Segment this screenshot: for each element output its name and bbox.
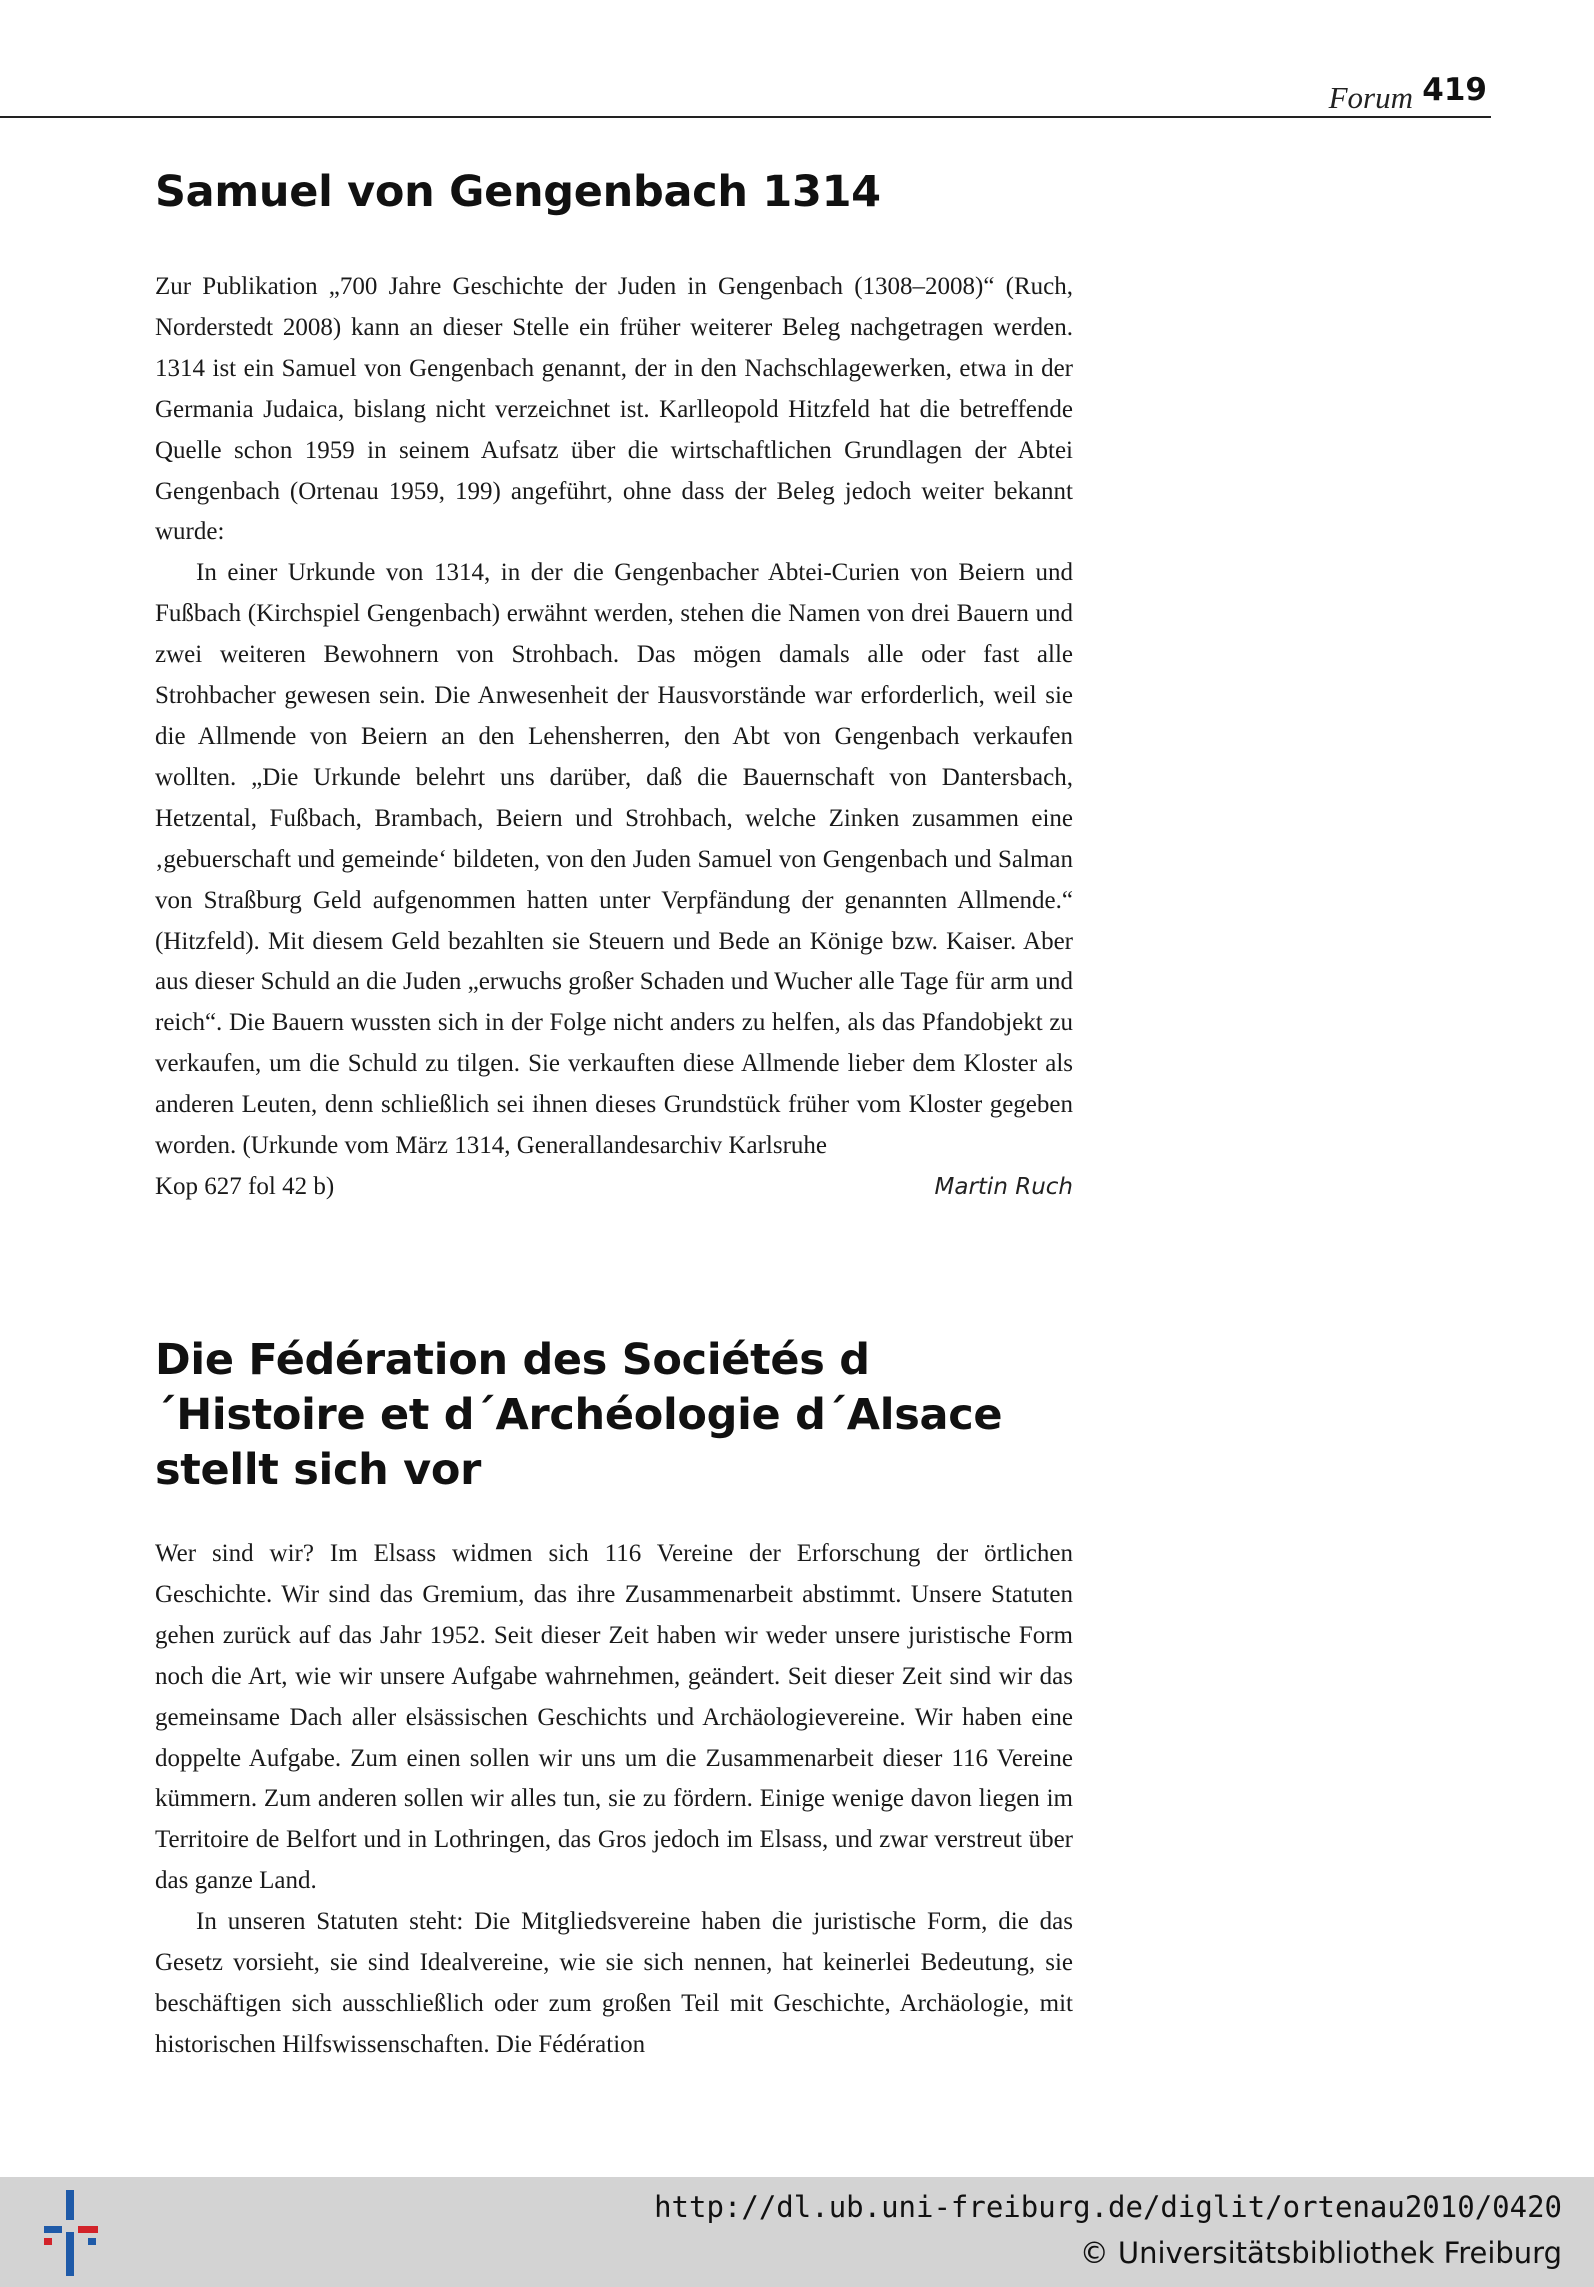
running-header — [0, 70, 1491, 118]
article-samuel-von-gengenbach — [155, 165, 1073, 1208]
header-section-title: Forum — [1328, 80, 1413, 115]
article-paragraph: Zur Publikation „700 Jahre Geschichte der Juden in Gengenbach (1308–2008)“ (Ruch, Norderstedt 2008) kann an dieser Stelle ein früher weiterer Beleg nachgetragen werden. 1314 ist ein Samuel von Gengenbach genannt, der in den Nachschlagewerken, etwa in der Germania Judaica, bislang nicht verzeichnet ist. Karlleopold Hitzfeld hat die betreffende Quelle schon 1959 in seinem Aufsatz über die wirtschaftlichen Grundlagen der Abtei Gengenbach (Ortenau 1959, 199) angeführt, ohne dass der Beleg jedoch weiter bekannt wurde: — [155, 273, 1073, 546]
copyright-notice: © Universitätsbibliothek Freiburg — [1079, 2236, 1562, 2270]
source-reference: Kop 627 fol 42 b) — [155, 1172, 335, 1200]
page-number: 419 — [1422, 72, 1487, 108]
article-paragraph: In unseren Statuten steht: Die Mitgliedsvereine haben die juristische Form, die das Gesetz vorsieht, sie sind Idealvereine, wie sie sich nennen, hat keinerlei Bedeutung, sie beschäftigen sich ausschließlich oder zum großen Teil mit Geschichte, Archäologie, mit historischen Hilfswissenschaften. Die Fédération — [155, 1908, 1073, 2058]
article-closing-line — [155, 1167, 1073, 1208]
university-library-logo-icon — [40, 2186, 100, 2280]
article-title: Die Fédération des Sociétés d´Histoire et d´Archéologie d´Alsace stellt sich vor — [155, 1335, 1003, 1495]
author-signature: Martin Ruch — [934, 1173, 1073, 1200]
article-title: Samuel von Gengenbach 1314 — [155, 167, 881, 217]
article-federation — [155, 1333, 1073, 2066]
permalink-url[interactable]: http://dl.ub.uni-freiburg.de/diglit/ortenau2010/0420 — [654, 2190, 1562, 2224]
article-paragraph: In einer Urkunde von 1314, in der die Gengenbacher Abtei-Curien von Beiern und Fußbach (Kirchspiel Gengenbach) erwähnt werden, stehen die Namen von drei Bauern und zwei weiteren Bewohnern von Strohbach. Das mögen damals alle oder fast alle Strohbacher gewesen sein. Die Anwesenheit der Hausvorstände war erforderlich, weil sie die Allmende von Beiern an den Lehensherren, den Abt von Gengenbach verkaufen wollten. „Die Urkunde belehrt uns darüber, daß die Bauernschaft von Dantersbach, Hetzental, Fußbach, Brambach, Beiern und Strohbach, welche Zinken zusammen eine ‚gebuerschaft und gemeinde‘ bildeten, von den Juden Samuel von Gengenbach und Salman von Straßburg Geld aufgenommen hatten unter Verpfändung der genannten Allmende.“ (Hitzfeld). Mit diesem Geld bezahlten sie Steuern und Bede an Könige bzw. Kaiser. Aber aus dieser Schuld an die Juden „erwuchs großer Schaden und Wucher alle Tage für arm und reich“. Die Bauern wussten sich in der Folge nicht anders zu helfen, als das Pfandobjekt zu verkaufen, um die Schuld zu tilgen. Sie verkauften diese Allmende lieber dem Kloster als anderen Leuten, denn schließlich sei ihnen dieses Grundstück früher vom Kloster gegeben worden. (Urkunde vom März 1314, Generallandesarchiv Karlsruhe — [155, 559, 1073, 1160]
article-paragraph: Wer sind wir? Im Elsass widmen sich 116 Vereine der Erforschung der örtlichen Geschichte. Wir sind das Gremium, das ihre Zusammenarbeit abstimmt. Unsere Statuten gehen zurück auf das Jahr 1952. Seit dieser Zeit haben wir weder unsere juristische Form noch die Art, wie wir unsere Aufgabe wahrnehmen, geändert. Seit dieser Zeit sind wir das gemeinsame Dach aller elsässischen Geschichts und Archäologievereine. Wir haben eine doppelte Aufgabe. Zum einen sollen wir uns um die Zusammenarbeit dieser 116 Vereine kümmern. Zum anderen sollen wir alles tun, sie zu fördern. Einige wenige davon liegen im Territoire de Belfort und in Lothringen, das Gros jedoch im Elsass, und zwar verstreut über das ganze Land. — [155, 1540, 1073, 1895]
